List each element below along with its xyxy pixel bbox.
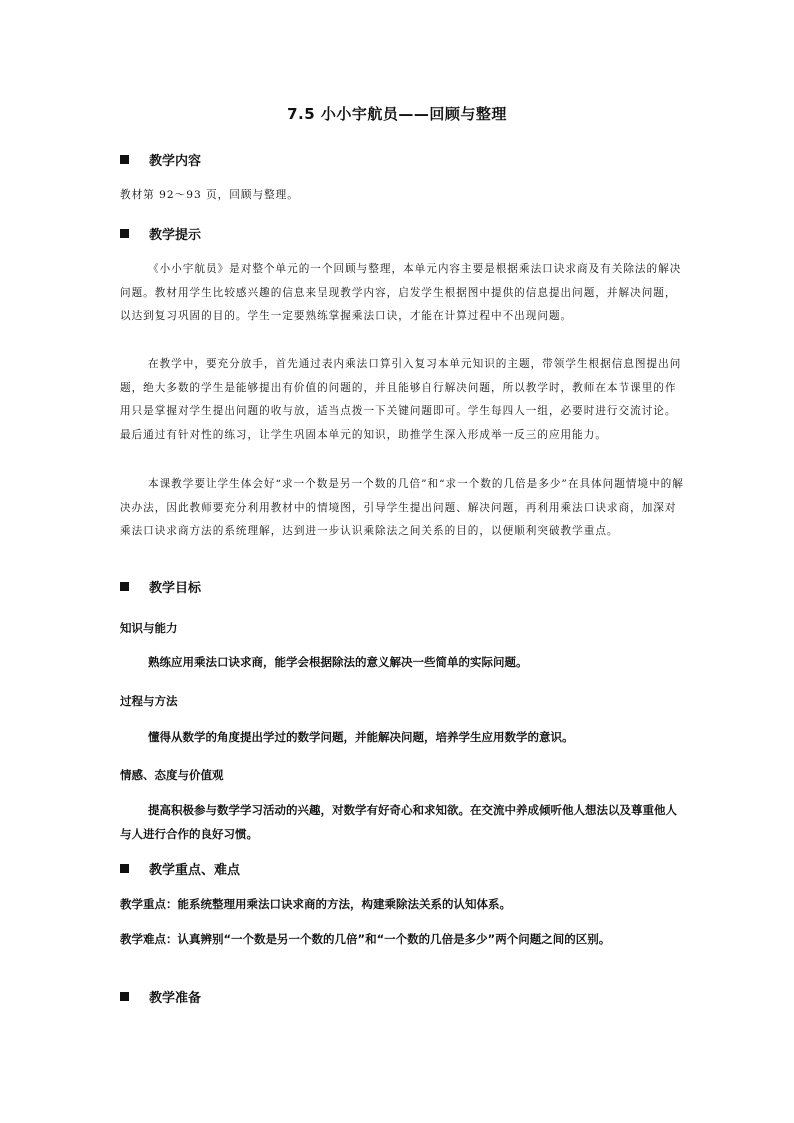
section-heading-key-points [120,858,240,878]
tips-paragraph-2: 在教学中，要充分放手，首先通过表内乘法口算引入复习本单元知识的主题，带领学生根据信息图提出问题，绝大多数的学生是能够提出有价值的问题的，并且能够自行解决问题，所以教学时，教师在本节课里的作用只是掌握对学生提出问题的收与放，适当点拨一下关键问题即可。学生每四人一组，必要时进行交流讨论。最后通过有针对性的练习，让学生巩固本单元的知识，助推学生深入形成举一反三的应用能力。 [120,358,682,441]
square-bullet-icon [120,864,129,873]
tips-paragraph-3: 本课教学要让学生体会好“求一个数是另一个数的几倍”和“求一个数的几倍是多少”在具体问题情境中的解决办法，因此教师要充分利用教材中的情境图，引导学生提出问题、解决问题，再利用乘法口诀求商，加深对乘法口诀求商方法的系统理解，达到进一步认识乘除法之间关系的目的，以便顺利突破教学重点。 [120,478,684,537]
section-heading-label: 教学重点、难点 [149,862,241,878]
document-title: 7.5 小小宇航员——回顾与整理 [287,105,507,123]
tips-paragraph-1: 《小小宇航员》是对整个单元的一个回顾与整理，本单元内容主要是根据乘法口诀求商及有关除法的解决问题。教材用学生比较感兴趣的信息来呈现教学内容，启发学生根据图中提供的信息提出问题，并解决问题，以达到复习巩固的目的。学生一定要熟练掌握乘法口诀，才能在计算过程中不出现问题。 [120,263,682,322]
section-heading-preparation [120,986,201,1006]
goal-label-process: 过程与方法 [120,694,178,708]
teaching-focus: 教学重点：能系统整理用乘法口诀求商的方法，构建乘除法关系的认知体系。 [120,897,511,911]
section-heading-label: 教学内容 [149,153,202,169]
square-bullet-icon [120,155,129,164]
goal-label-attitude: 情感、态度与价值观 [120,768,224,782]
section-heading-label: 教学目标 [149,580,202,596]
section-heading-content [120,149,201,169]
square-bullet-icon [120,992,129,1001]
section-heading-label: 教学准备 [149,990,202,1006]
teaching-difficulty: 教学难点：认真辨别“一个数是另一个数的几倍”和“一个数的几倍是多少”两个问题之间的区别。 [120,932,611,946]
section-heading-tips [120,223,201,243]
goal-label-knowledge: 知识与能力 [120,621,178,635]
goal-text-knowledge: 熟练应用乘法口诀求商，能学会根据除法的意义解决一些简单的实际问题。 [148,655,528,669]
section-heading-goals [120,576,201,596]
goal-text-process: 懂得从数学的角度提出学过的数学问题，并能解决问题，培养学生应用数学的意识。 [148,730,574,744]
content-text: 教材第 92～93 页，回顾与整理。 [120,189,299,201]
square-bullet-icon [120,229,129,238]
goal-text-attitude: 提高积极参与数学学习活动的兴趣，对数学有好奇心和求知欲。在交流中养成倾听他人想法以及尊重他人与人进行合作的良好习惯。 [120,803,677,841]
section-heading-label: 教学提示 [149,227,202,243]
square-bullet-icon [120,582,129,591]
